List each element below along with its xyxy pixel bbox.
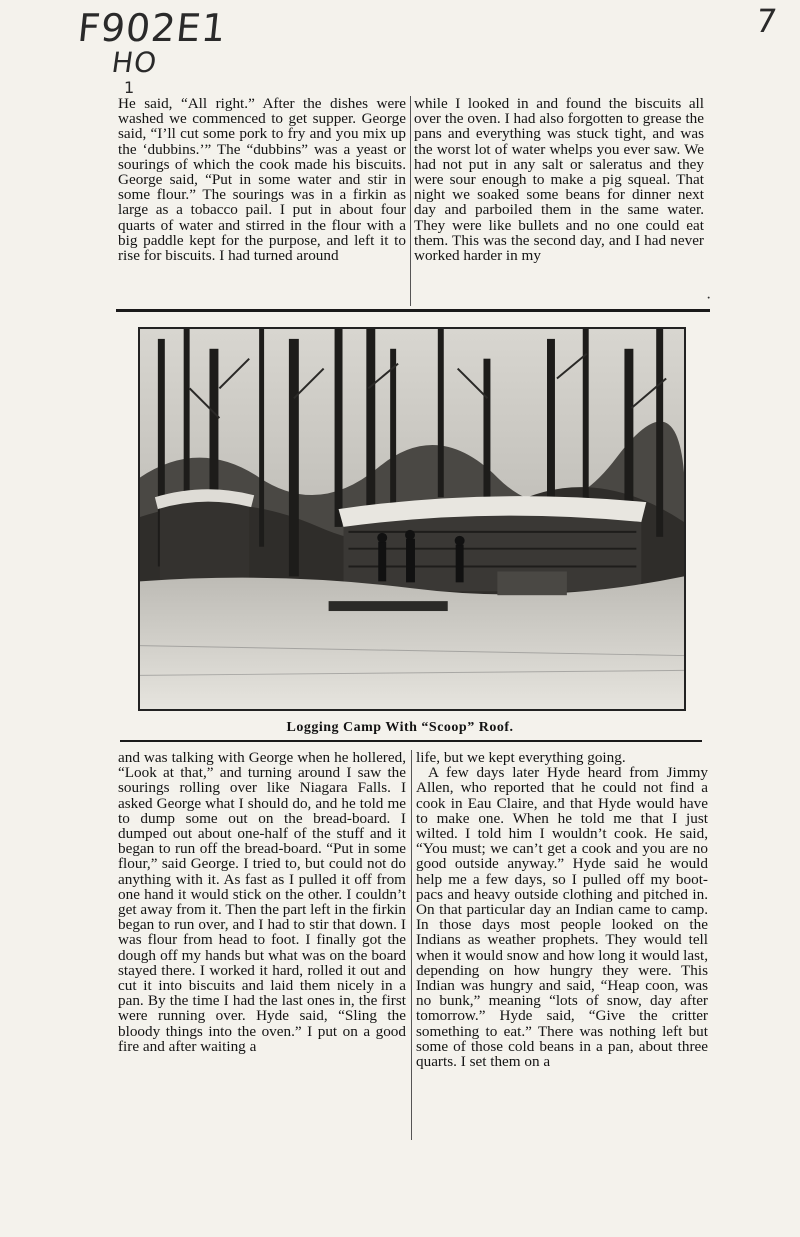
handwritten-mark: 1 [124,78,136,97]
photo-caption: Logging Camp With “Scoop” Roof. [286,720,514,735]
handwritten-catalog-code: F902E1 [75,6,229,50]
top-right-column [414,96,704,263]
paragraph: A few days later Hyde heard from Jimmy Allen, who reported that he could not find a cook in Eau Claire, and that Hyde would have to make one. When he told me that I just wilted. I told him I wouldn’t cook. He said, “You must; we can’t get a cook and you are no good outside anyway.” Hyde said he would help me a few days, so I pulled off my boot-pacs and heavy outside clothing and pitched in. On that particular day an Indian came to camp. In those days most people looked on the Indians as weather prophets. They would tell when it would snow and how long it would last, depending on how hungry they were. This Indian was hungry and said, “Heap coon, was no bunk,” meaning “lots of snow, day after tomorrow.” Hyde said, “Give the critter something to eat.” There was nothing left but some of those cold beans in a pan, about three quarts. I set them on a [416,764,708,1071]
paragraph: while I looked in and found the biscuits all over the oven. I had also forgotten to grease the pans and everything was stuck tight, and was the worst lot of water whelps you ever saw. We had not put in any salt or saleratus and they were sour enough to make a pig squeal. That night we soaked some beans for dinner next day and parboiled them in the same water. They were like bullets and no one could eat them. This was the second day, and I had never worked harder in my [414,95,704,265]
column-divider [411,750,412,1140]
paragraph: life, but we kept everything going. [416,749,626,766]
section-rule [116,309,710,312]
logging-camp-photo [138,327,686,711]
top-left-column [118,96,406,263]
section-rule [120,740,702,742]
bottom-left-column [118,750,406,1054]
bottom-right-column [416,750,708,1069]
handwritten-page-number: 7 [753,2,781,40]
paragraph: He said, “All right.” After the dishes were washed we commenced to get supper. George said, “I’ll cut some pork to fry and you mix up the ‘dubbins.’” The “dubbins” was a yeast or sourings of which the cook made his biscuits. George said, “Put in some water and stir in some flour.” The sourings was in a firkin as large as a tobacco pail. I put in about four quarts of water and stirred in the flour with a big paddle kept for the purpose, and left it to rise for biscuits. I had turned around [118,95,406,265]
column-divider [410,96,411,306]
photo-illustration [140,329,684,709]
handwritten-initials: HO [109,46,160,79]
edge-mark-dot: · [706,290,712,307]
paragraph: and was talking with George when he hollered, “Look at that,” and turning around I saw the sourings rolling over like Niagara Falls. I asked George what I should do, and he told me to dump some out on the bread-board. I dumped out about one-half of the stuff and it began to run off the bread-board. “Put in some flour,” said George. I tried to, but could not do anything with it. As fast as I pulled it off from one hand it would stick on the other. I couldn’t get away from it. Then the part left in the firkin began to run over, and I had to stir that down. I was flour from head to foot. I finally got the dough off my hands but what was on the board stayed there. I worked it hard, rolled it out and cut it into biscuits and laid them nicely in a pan. By the time I had the last ones in, the first were running over. Hyde said, “Sling the bloody things into the oven.” I put on a good fire and after waiting a [118,749,406,1055]
